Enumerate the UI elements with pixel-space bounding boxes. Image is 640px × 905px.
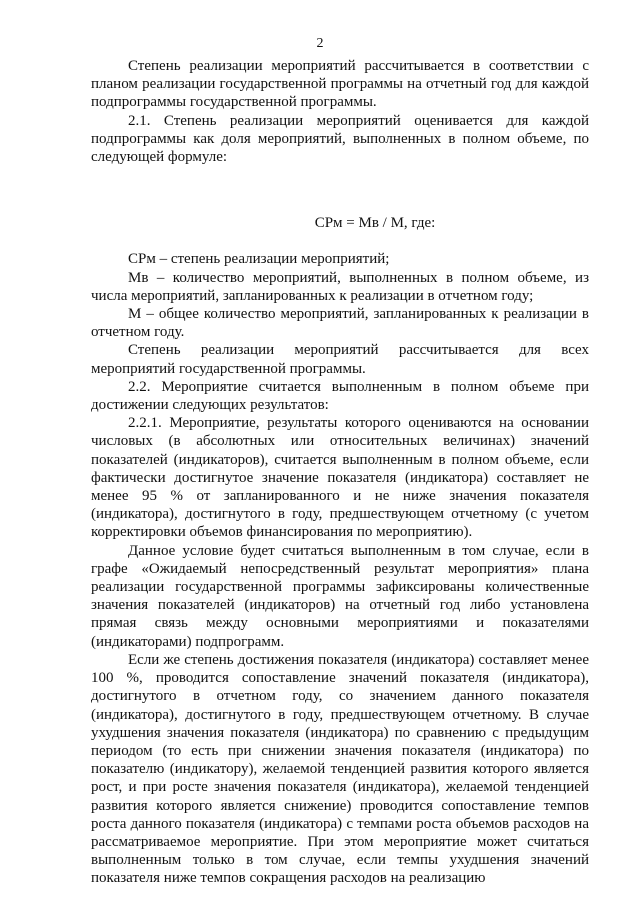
spacer bbox=[91, 166, 589, 214]
paragraph-8: 2.2.1. Мероприятие, результаты которого оцениваются на основании числовых (в абсолютных или относительных величинах) значений показателей (индикаторов), считается выполненным в полном объеме, если фактически достигнутое значение показателя (индикатора) составляет не менее 95 % от запланированного и не ниже значения показателя (индикатора), достигнутого в году, предшествующем отчетному (с учетом корректировки объемов финансирования по мероприятию). bbox=[91, 415, 589, 541]
paragraph-7: 2.2. Мероприятие считается выполненным в полном объеме при достижении следующих результатов: bbox=[91, 378, 589, 414]
paragraph-5: М – общее количество мероприятий, запланированных к реализации в отчетном году. bbox=[91, 306, 589, 341]
paragraph-4: Мв – количество мероприятий, выполненных в полном объеме, из числа мероприятий, запланированных к реализации в отчетном году; bbox=[91, 269, 589, 304]
paragraph-3: СРм – степень реализации мероприятий; bbox=[128, 251, 390, 268]
spacer bbox=[91, 232, 589, 250]
formula: СРм = Мв / М, где: bbox=[314, 215, 436, 232]
paragraph-9: Данное условие будет считаться выполненным в том случае, если в графе «Ожидаемый непосредственный результат мероприятия» плана реализации государственной программы зафиксированы количественные значения показателей (индикаторов) на отчетный год либо установлена прямая связь между основными мероприятиями и показателями (индикаторами) подпрограмм. bbox=[91, 542, 589, 650]
paragraph-1: Степень реализации мероприятий рассчитывается в соответствии с планом реализации государственной программы на отчетный год для каждой подпрограммы государственной программы. bbox=[91, 58, 589, 111]
paragraph-10: Если же степень достижения показателя (индикатора) составляет менее 100 %, проводится сопоставление значений показателя (индикатора), достигнутого в отчетном году, со значением данного показателя (индикатора), достигнутого в году, предшествующем отчетному. В случае ухудшения значения показателя (индикатора) по сравнению с предыдущим периодом (то есть при снижении значения показателя (индикатора) по показателю (индикатору), желаемой тенденцией развития которого является рост, и при росте значения показателя (индикатора), желаемой тенденцией развития которого является снижение) проводится сопоставление темпов роста данного показателя (индикатора) с темпами роста объемов расходов на рассматриваемое мероприятие. При этом мероприятие может считаться выполненным только в том случае, если темпы ухудшения значений показателя ниже темпов сокращения расходов на реализацию bbox=[91, 651, 589, 887]
paragraph-6: Степень реализации мероприятий рассчитывается для всех мероприятий государственной программы. bbox=[91, 342, 589, 377]
page-number: 2 bbox=[316, 36, 324, 51]
document-body bbox=[91, 57, 589, 888]
paragraph-2: 2.1. Степень реализации мероприятий оценивается для каждой подпрограммы как доля мероприятий, выполненных в полном объеме, по следующей формуле: bbox=[91, 112, 589, 166]
